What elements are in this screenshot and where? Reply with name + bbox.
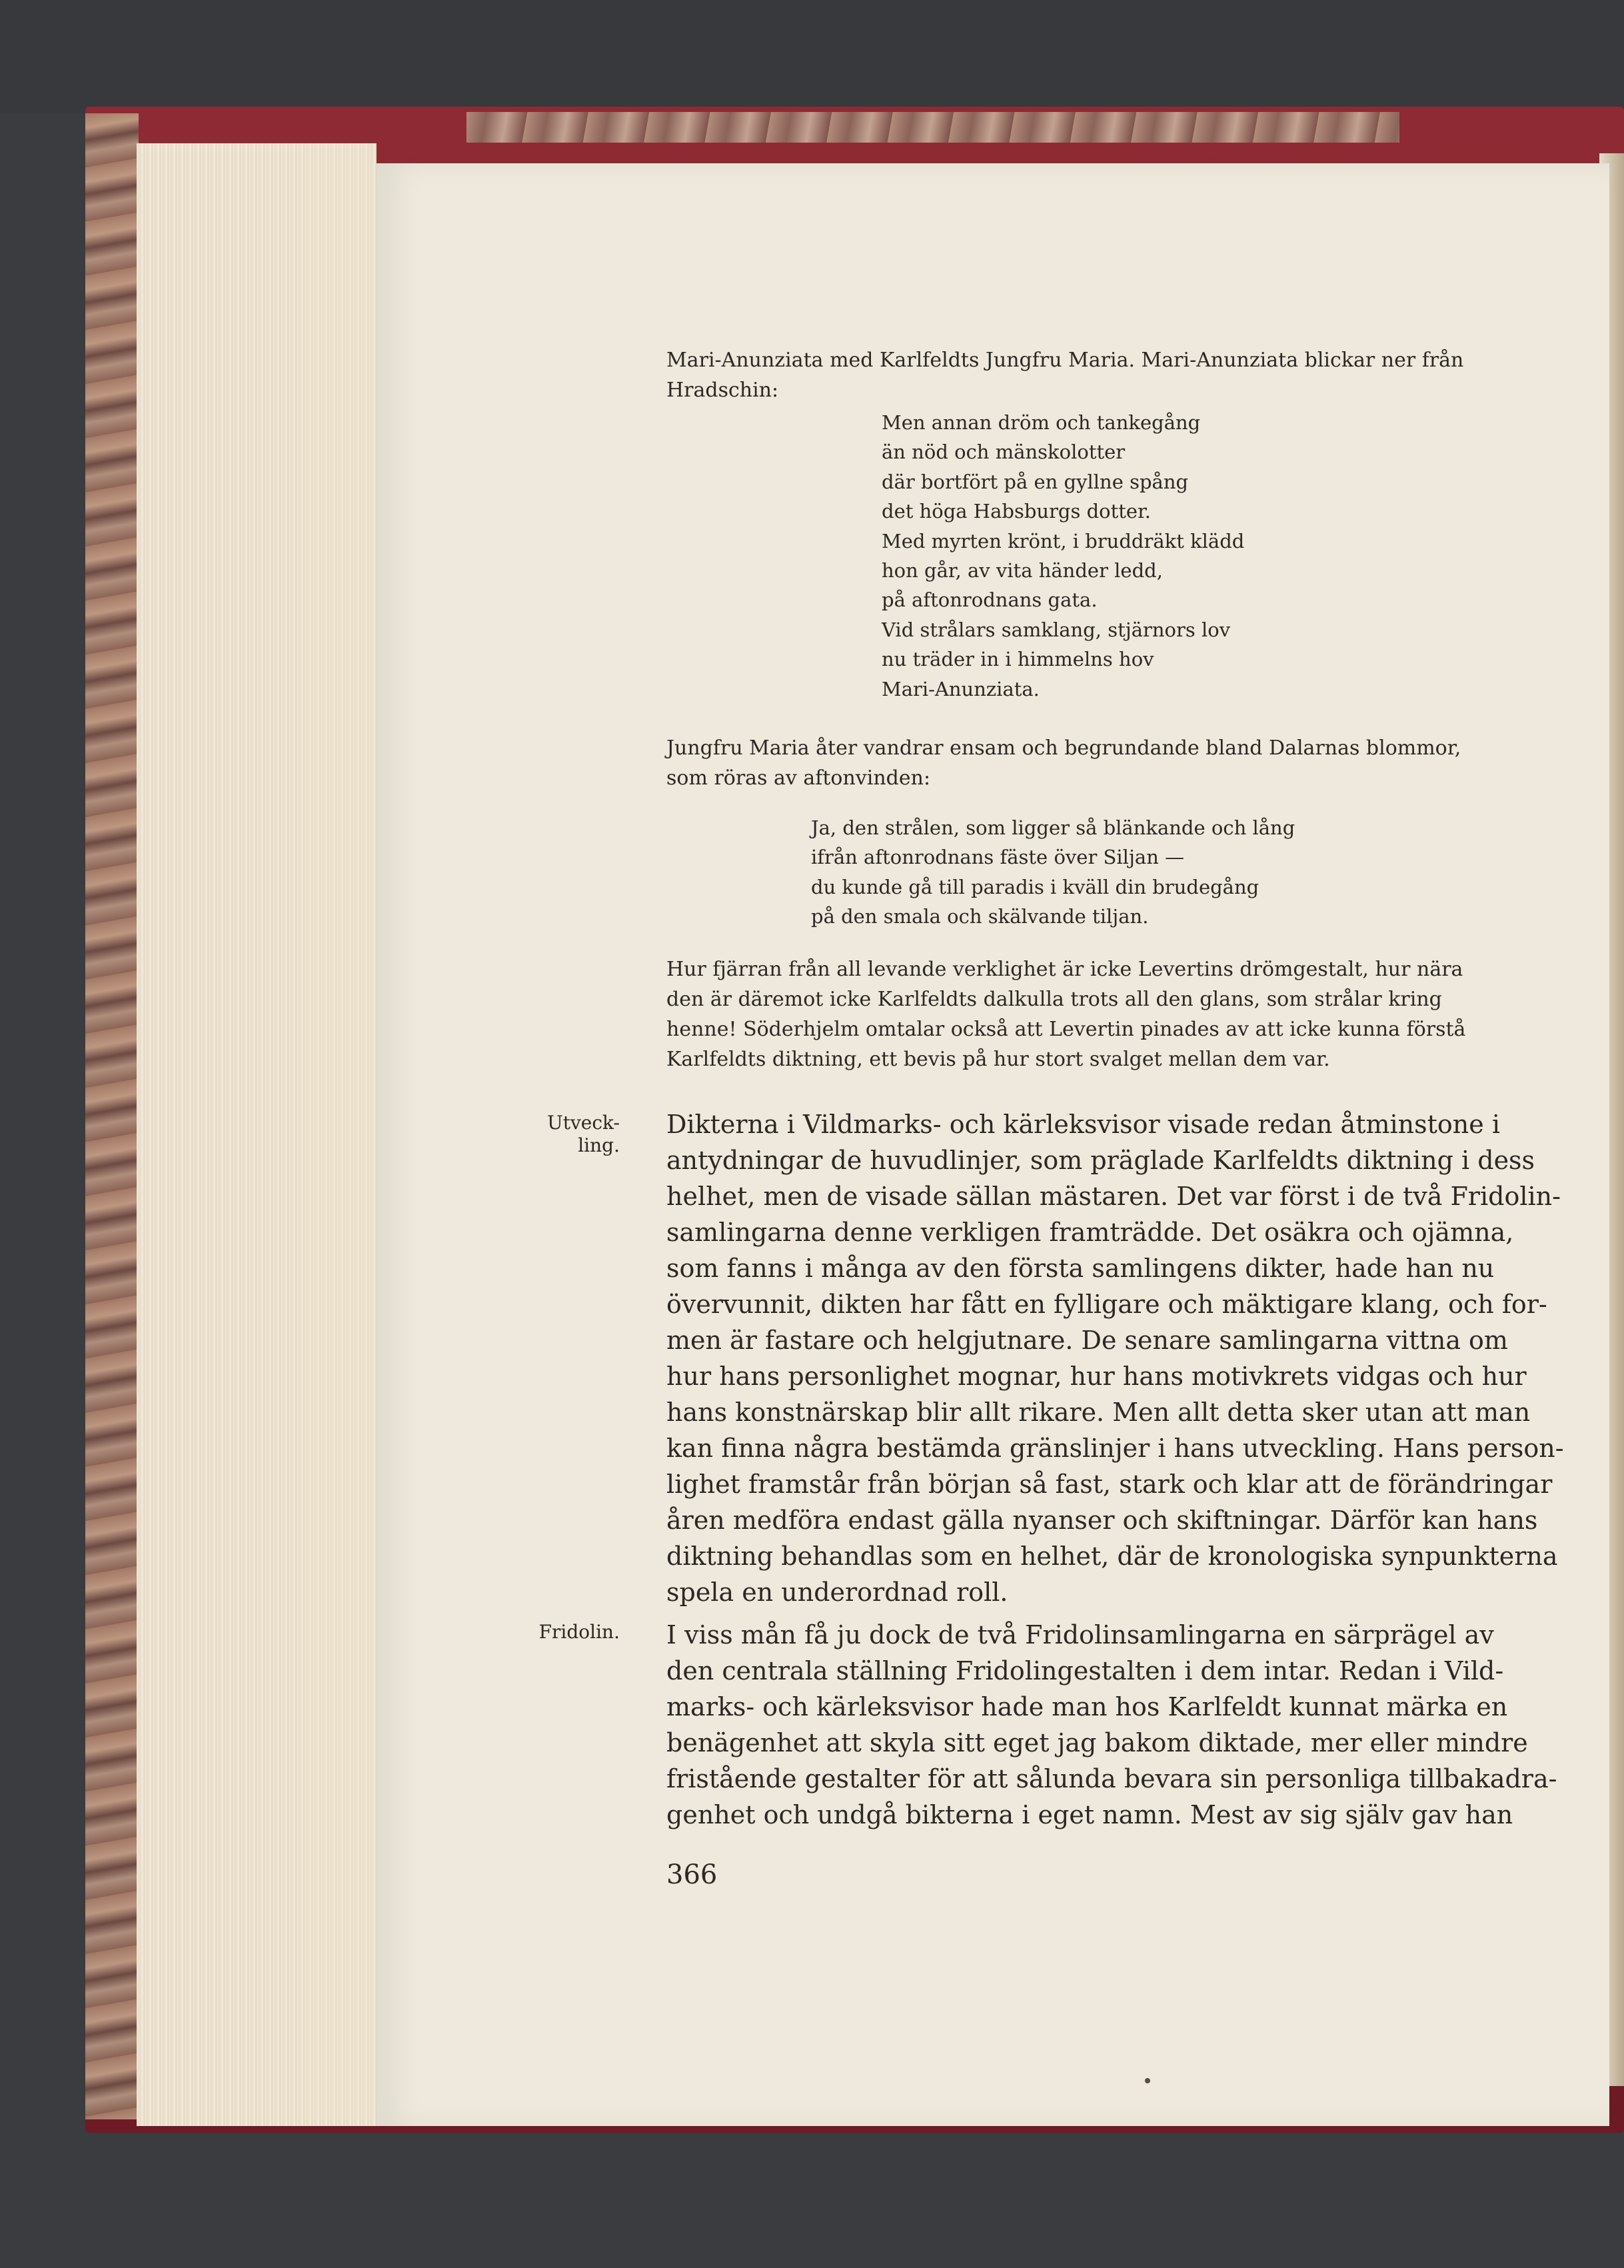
body-line: övervunnit, dikten har fått en fylligare och mäktigare klang, och for- <box>666 1290 1547 1319</box>
poem1-line: Mari-Anunziata. <box>882 678 1040 700</box>
backdrop <box>0 0 1624 113</box>
poem1-line: Vid strålars samklang, stjärnors lov <box>882 618 1231 641</box>
body-line: kan finna några bestämda gränslinjer i hans utveckling. Hans person- <box>666 1434 1564 1463</box>
poem1-line: det höga Habsburgs dotter. <box>882 500 1151 523</box>
poem1-line: på aftonrodnans gata. <box>882 588 1098 611</box>
body-line: hans konstnärskap blir allt rikare. Men allt detta sker utan att man <box>666 1398 1531 1427</box>
mid-line-2: som röras av aftonvinden: <box>666 766 931 790</box>
poem1-line: nu träder in i himmelns hov <box>882 648 1154 670</box>
commentary-line: Hur fjärran från all levande verklighet är icke Levertins drömgestalt, hur nära <box>666 958 1463 981</box>
mid-line-1: Jungfru Maria åter vandrar ensam och begrundande bland Dalarnas blommor, <box>666 736 1461 760</box>
body-line: åren medföra endast gälla nyanser och skiftningar. Därför kan hans <box>666 1506 1538 1535</box>
body-line: fristående gestalter för att sålunda bevara sin personliga tillbakadra- <box>666 1764 1557 1793</box>
poem2-line: du kunde gå till paradis i kväll din brudegång <box>811 876 1259 898</box>
page-stack-edge <box>137 143 377 2126</box>
body-line: hur hans personlighet mognar, hur hans motivkrets vidgas och hur <box>666 1362 1527 1391</box>
body-line: men är fastare och helgjutnare. De senare samlingarna vittna om <box>666 1326 1508 1355</box>
body-line: antydningar de huvudlinjer, som präglade Karlfeldts diktning i dess <box>666 1146 1535 1175</box>
margin-note-utveckling-2: ling. <box>578 1134 620 1156</box>
body-line: samlingarna denne verkligen framträdde. Det osäkra och ojämna, <box>666 1218 1514 1247</box>
poem2-line: Ja, den strålen, som ligger så blänkande och lång <box>811 816 1295 839</box>
body-line: Dikterna i Vildmarks- och kärleksvisor visade redan åtminstone i <box>666 1110 1500 1139</box>
margin-note-utveckling-1: Utveck- <box>547 1112 620 1134</box>
body-line: diktning behandlas som en helhet, där de kronologiska synpunkterna <box>666 1542 1558 1571</box>
body-line: lighet framstår från början så fast, stark och klar att de förändringar <box>666 1470 1553 1499</box>
page-number: 366 <box>666 1859 718 1890</box>
poem1-line: hon går, av vita händer ledd, <box>882 559 1163 582</box>
poem1-line: Med myrten krönt, i bruddräkt klädd <box>882 530 1245 553</box>
body-line: den centrala ställning Fridolingestalten i dem intar. Redan i Vild- <box>666 1656 1504 1686</box>
ink-dot <box>1145 2078 1150 2083</box>
marbled-edge <box>85 113 139 2119</box>
poem1-line: där bortfört på en gyllne spång <box>882 471 1189 493</box>
body-line: marks- och kärleksvisor hade man hos Karlfeldt kunnat märka en <box>666 1692 1508 1721</box>
body-line: genhet och undgå bikterna i eget namn. Mest av sig själv gav han <box>666 1800 1513 1829</box>
body-line: benägenhet att skyla sitt eget jag bakom diktade, mer eller mindre <box>666 1728 1528 1757</box>
margin-note-fridolin: Fridolin. <box>538 1621 620 1643</box>
commentary-line: den är däremot icke Karlfeldts dalkulla trots all den glans, som strålar kring <box>666 988 1442 1011</box>
body-line: helhet, men de visade sällan mästaren. Det var först i de två Fridolin- <box>666 1182 1561 1211</box>
body-line: spela en underordnad roll. <box>666 1578 1008 1607</box>
commentary-line: Karlfeldts diktning, ett bevis på hur stort svalget mellan dem var. <box>666 1048 1330 1071</box>
intro-line-1: Mari-Anunziata med Karlfeldts Jungfru Maria. Mari-Anunziata blickar ner från <box>666 349 1464 372</box>
poem1-line: än nöd och mänskolotter <box>882 441 1126 463</box>
commentary-line: henne! Söderhjelm omtalar också att Levertin pinades av att icke kunna förstå <box>666 1018 1466 1041</box>
poem2-line: på den smala och skälvande tiljan. <box>811 905 1149 928</box>
body-line: som fanns i många av den första samlingens dikter, hade han nu <box>666 1254 1495 1283</box>
body-line: I viss mån få ju dock de två Fridolinsamlingarna en särprägel av <box>666 1620 1494 1650</box>
poem2-line: ifrån aftonrodnans fäste över Siljan — <box>811 846 1185 868</box>
poem1-line: Men annan dröm och tankegång <box>882 411 1201 434</box>
marbled-top-edge <box>466 112 1399 143</box>
intro-line-2: Hradschin: <box>666 379 779 402</box>
